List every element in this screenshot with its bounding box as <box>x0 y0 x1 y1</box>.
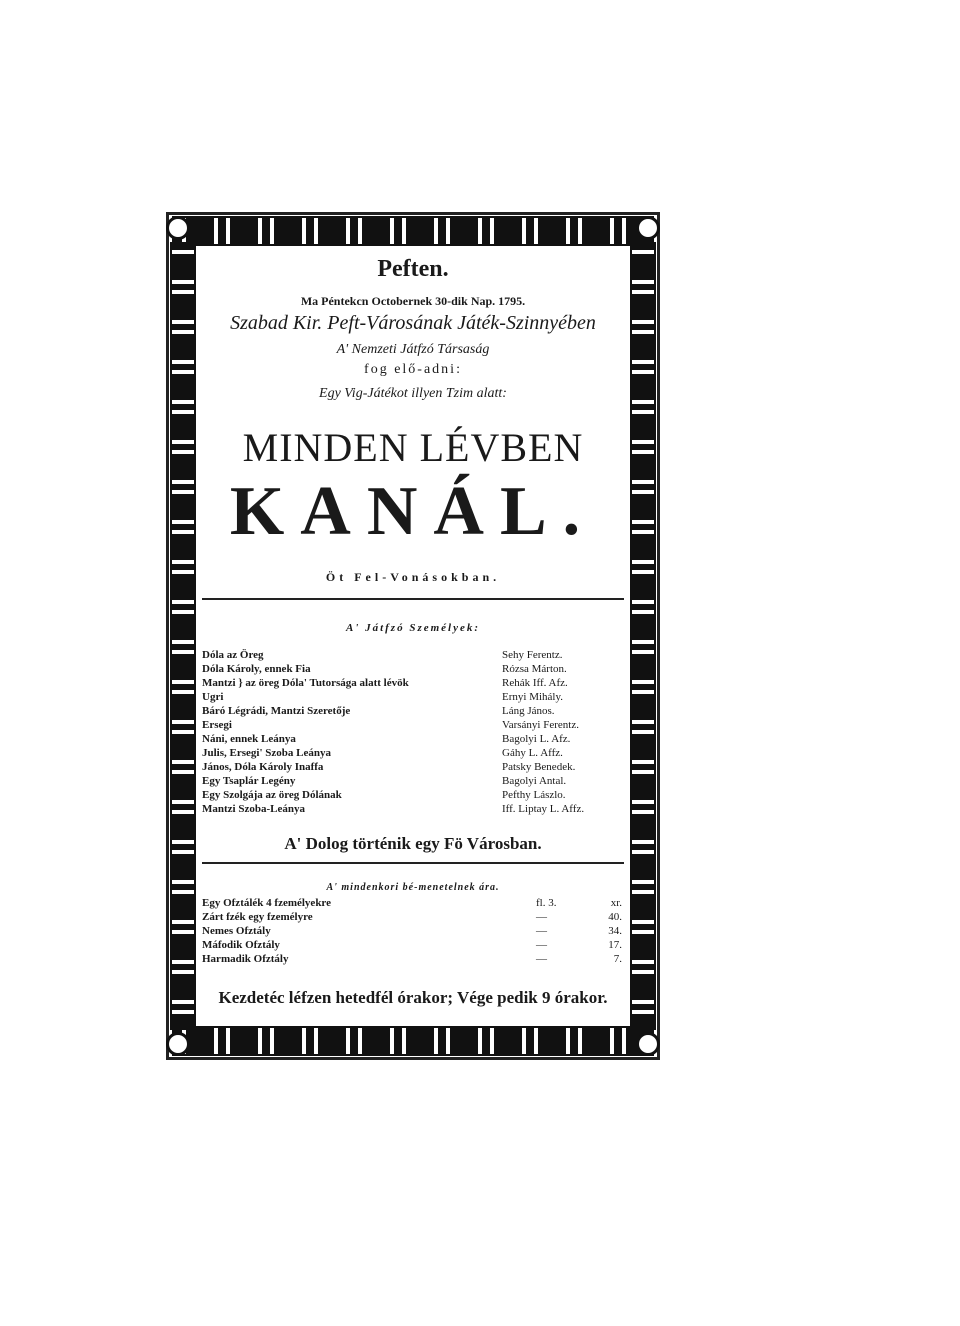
cast-actor: Pefthy Lászlo. <box>502 789 566 801</box>
frame-border-right <box>630 242 656 1030</box>
price-row <box>202 910 622 924</box>
price-name: Harmadik Ofztály <box>202 953 289 965</box>
cast-actor: Varsányi Ferentz. <box>502 719 579 731</box>
cast-row <box>202 718 628 732</box>
cast-role: Egy Tsaplár Legény <box>202 775 296 787</box>
cast-role: Ersegi <box>202 719 232 731</box>
price-name: Máfodik Ofztály <box>202 939 280 951</box>
cast-list <box>202 648 628 816</box>
cast-actor: Rózsa Márton. <box>502 663 567 675</box>
price-value: xr. <box>610 897 622 909</box>
price-currency: fl. 3. <box>536 897 557 909</box>
cast-row <box>202 662 628 676</box>
corner-ornament-icon <box>636 1032 660 1056</box>
acts-line: Öt Fel-Vonásokban. <box>325 570 501 584</box>
price-list <box>202 896 622 966</box>
cast-role: Dóla az Öreg <box>202 649 264 661</box>
cast-actor: Gáhy L. Affz. <box>502 747 563 759</box>
price-row <box>202 896 622 910</box>
divider <box>202 862 624 864</box>
price-value: 34. <box>608 925 622 937</box>
price-name: Egy Ofztálék 4 fzemélyekre <box>202 897 332 909</box>
cast-actor: Bagolyi L. Afz. <box>502 733 571 745</box>
price-value: 17. <box>608 939 622 951</box>
cast-actor: Sehy Ferentz. <box>502 649 563 661</box>
intro-line: Egy Vig-Játékot illyen Tzim alatt: <box>319 386 507 401</box>
playbill-poster <box>166 212 660 1060</box>
cast-role: Julis, Ersegi' Szoba Leánya <box>202 747 331 759</box>
city-heading: Peften. <box>377 256 449 282</box>
frame-border-left <box>170 242 196 1030</box>
cast-actor: Ernyi Mihály. <box>502 691 563 703</box>
price-row <box>202 938 622 952</box>
times-line: Kezdetéc léfzen hetedfél órakor; Vége pedik 9 órakor. <box>218 988 608 1007</box>
cast-row <box>202 648 628 662</box>
cast-row <box>202 788 628 802</box>
setting-line: A' Dolog történik egy Fö Városban. <box>284 834 542 853</box>
cast-role: János, Dóla Károly Inaffa <box>202 761 324 773</box>
cast-role: Náni, ennek Leánya <box>202 733 296 745</box>
price-row <box>202 924 622 938</box>
playbill-content <box>198 248 628 1024</box>
cast-row <box>202 802 628 816</box>
price-value: 7. <box>613 953 622 965</box>
corner-ornament-icon <box>636 216 660 240</box>
price-currency: — <box>536 953 547 965</box>
cast-actor: Rehák Iff. Afz. <box>502 677 568 689</box>
cast-role: Mantzi } az öreg Dóla' Tutorsága alatt lévök <box>202 677 409 689</box>
divider <box>202 598 624 600</box>
cast-role: Mantzi Szoba-Leánya <box>202 803 305 815</box>
company-line: A' Nemzeti Játfzó Társaság <box>336 342 490 357</box>
cast-row <box>202 704 628 718</box>
cast-heading: A' Játfzó Személyek: <box>345 622 481 634</box>
date-line: Ma Péntekcn Octobernek 30-dik Nap. 1795. <box>300 294 526 308</box>
price-currency: — <box>536 911 547 923</box>
cast-role: Báró Légrádi, Mantzi Szeretője <box>202 705 351 717</box>
cast-row <box>202 732 628 746</box>
prices-heading: A' mindenkori bé-menetelnek ára. <box>326 882 500 893</box>
cast-row <box>202 676 628 690</box>
cast-row <box>202 760 628 774</box>
corner-ornament-icon <box>166 216 190 240</box>
price-name: Zárt fzék egy fzemélyre <box>202 911 313 923</box>
cast-actor: Patsky Benedek. <box>502 761 576 773</box>
cast-role: Dóla Károly, ennek Fia <box>202 663 311 675</box>
cast-actor: Bagolyi Antal. <box>502 775 567 787</box>
cast-row <box>202 774 628 788</box>
play-title-line1: MINDEN LÉVBEN <box>242 425 584 470</box>
price-currency: — <box>536 939 547 951</box>
frame-border-top <box>172 216 654 246</box>
frame-border-bottom <box>172 1026 654 1056</box>
cast-row <box>202 746 628 760</box>
cast-actor: Láng János. <box>502 705 555 717</box>
play-title-line2: KANÁL. <box>229 473 597 550</box>
price-currency: — <box>536 925 547 937</box>
price-name: Nemes Ofztály <box>202 925 271 937</box>
cast-row <box>202 690 628 704</box>
corner-ornament-icon <box>166 1032 190 1056</box>
cast-role: Egy Szolgája az öreg Dólának <box>202 789 342 801</box>
perform-line: fog elő-adni: <box>364 362 462 377</box>
price-row <box>202 952 622 966</box>
cast-actor: Iff. Liptay L. Affz. <box>502 803 585 815</box>
price-value: 40. <box>608 911 622 923</box>
cast-role: Ugri <box>202 691 224 703</box>
venue-line: Szabad Kir. Peft-Városának Játék-Szinnyében <box>230 312 596 334</box>
